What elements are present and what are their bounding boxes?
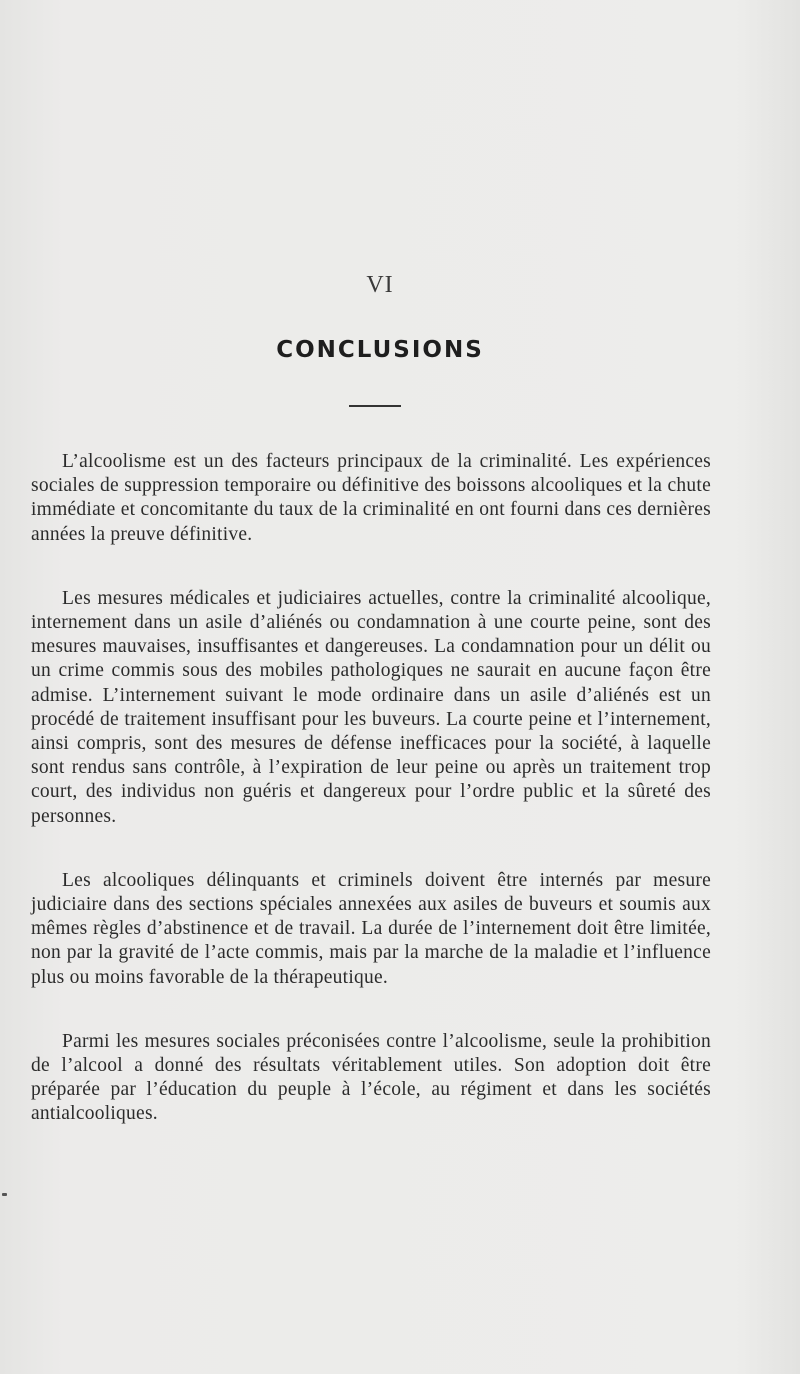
page-edge-mark [2, 1193, 7, 1196]
paragraph-1: L’alcoolisme est un des facteurs principaux de la criminalité. Les expériences sociales de suppression temporaire ou définitive des boissons alcooliques et la chute immédiate et concomitante du taux de la criminalité en ont fourni dans ces dernières années la preuve définitive. [31, 451, 711, 545]
paragraph-2: Les mesures médicales et judiciaires actuelles, contre la criminalité alcoolique, internement dans un asile d’aliénés ou condamnation à une courte peine, sont des mesures mauvaises, insuffisantes et dangereuses. La condamnation pour un délit ou un crime commis sous des mobiles pathologiques ne saurait en aucune façon être admise. L’internement suivant le mode ordinaire dans un asile d’aliénés est un procédé de traitement insuffisant pour les buveurs. La courte peine et l’internement, ainsi compris, sont des mesures de défense inefficaces pour la société, à laquelle sont rendus sans contrôle, à l’expiration de leur peine ou après un traitement trop court, des individus non guéris et dangereux pour l’ordre public et la sûreté des personnes. [31, 587, 711, 827]
title-rule-divider [349, 405, 401, 407]
paragraph-4: Parmi les mesures sociales préconisées contre l’alcoolisme, seule la prohibition de l’alcool a donné des résultats véritablement utiles. Son adoption doit être préparée par l’éducation du peuple à l’école, au régiment et dans les sociétés antialcooliques. [31, 1030, 711, 1125]
chapter-title: CONCLUSIONS [276, 337, 484, 363]
chapter-number: VI [366, 272, 394, 298]
body-text [31, 450, 711, 1167]
paragraph-3: Les alcooliques délinquants et criminels doivent être internés par mesure judiciaire dans des sections spéciales annexées aux asiles de buveurs et soumis aux mêmes règles d’abstinence et de travail. La durée de l’internement doit être limitée, non par la gravité de l’acte commis, mais par la marche de la maladie et l’influence plus ou moins favorable de la thérapeutique. [31, 869, 711, 988]
